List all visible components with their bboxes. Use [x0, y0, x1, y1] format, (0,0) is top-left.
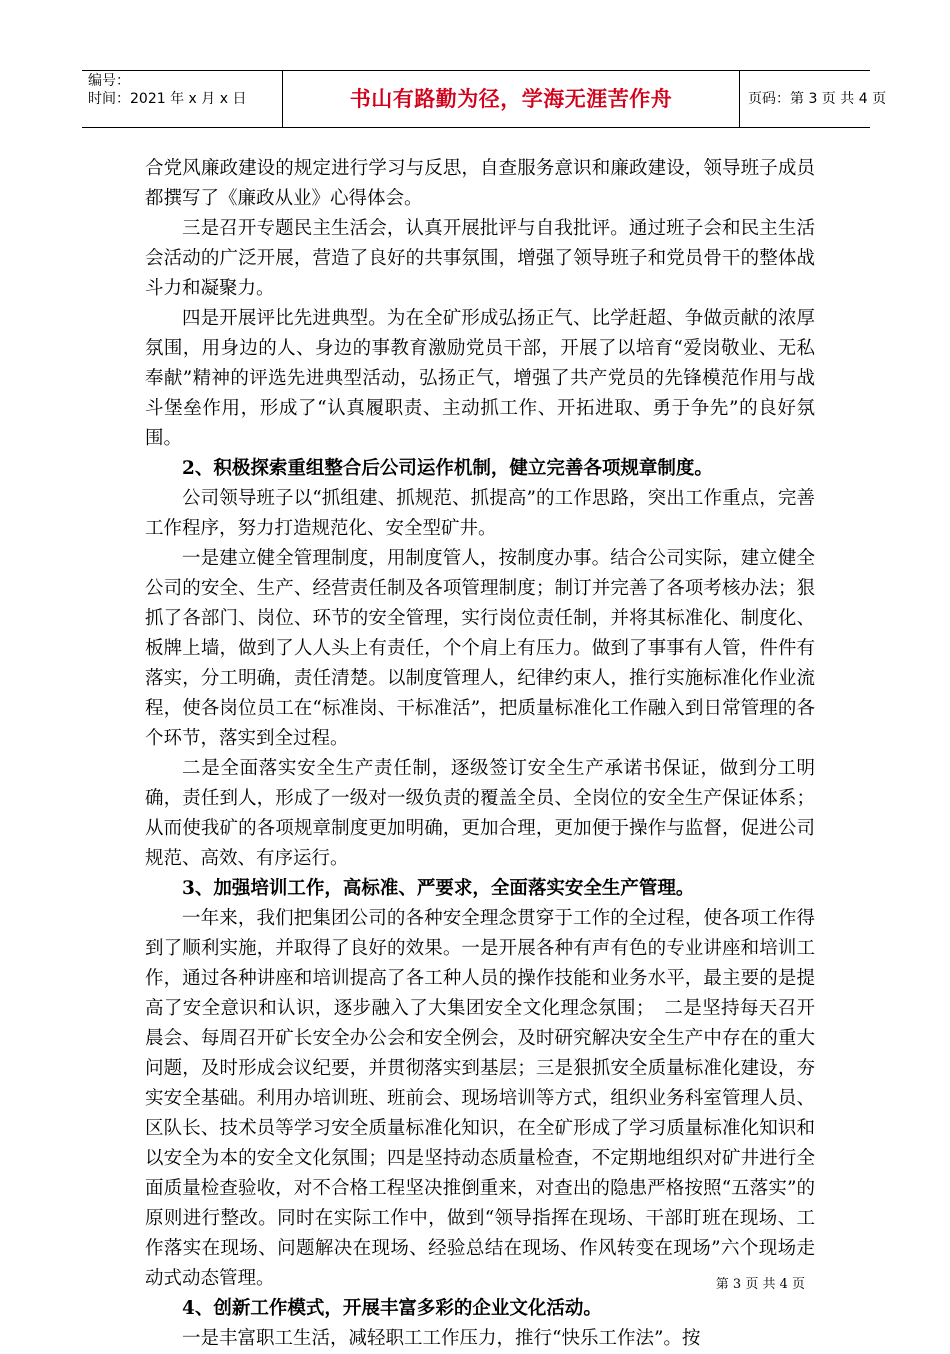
paragraph: 一是建立健全管理制度，用制度管人，按制度办事。结合公司实际，建立健全公司的安全、生产、经营责任制及各项管理制度；制订并完善了各项考核办法；狠抓了各部门、岗位、环节的安全管理，实行岗位责任制，并将其标准化、制度化、板牌上墙，做到了人人头上有责任，个个肩上有压力。做到了事事有人管，件件有落实，分工明确，责任清楚。以制度管理人，纪律约束人，推行实施标准化作业流程，使各岗位员工在“标准岗、干标准活”，把质量标准化工作融入到日常管理的各个环节，落实到全过程。	[145, 548, 815, 749]
document-body	[145, 154, 815, 1354]
paragraph: 二是全面落实安全生产责任制，逐级签订安全生产承诺书保证，做到分工明确，责任到人，形成了一级对一级负责的覆盖全员、全岗位的安全生产保证体系；从而使我矿的各项规章制度更加明确，更加合理，更加便于操作与监督，促进公司规范、高效、有序运行。	[145, 758, 815, 869]
page-footer: 第 3 页 共 4 页	[715, 1277, 805, 1292]
paragraph: 合党风廉政建设的规定进行学习与反思，自查服务意识和廉政建设，领导班子成员都撰写了《廉政从业》心得体会。	[145, 158, 815, 209]
page-header	[82, 70, 887, 128]
paragraph: 一年来，我们把集团公司的各种安全理念贯穿于工作的全过程，使各项工作得到了顺利实施，并取得了良好的效果。一是开展各种有声有色的专业讲座和培训工作，通过各种讲座和培训提高了各工种人员的操作技能和业务水平，最主要的是提高了安全意识和认识，逐步融入了大集团安全文化理念氛围； 二是坚持每天召开晨会、每周召开矿长安全办公会和安全例会，及时研究解决安全生产中存在的重大问题，及时形成会议纪要，并贯彻落实到基层；三是狠抓安全质量标准化建设，夯实安全基础。利用办培训班、班前会、现场培训等方式，组织业务科室管理人员、区队长、技术员等学习安全质量标准化知识，在全矿形成了学习质量标准化知识和以安全为本的安全文化氛围；四是坚持动态质量检查，不定期地组织对矿井进行全面质量检查验收，对不合格工程坚决推倒重来，对查出的隐患严格按照“五落实”的原则进行整改。同时在实际工作中，做到“领导指挥在现场、干部盯班在现场、工作落实在现场、问题解决在现场、经验总结在现场、作风转变在现场”六个现场走动式动态管理。	[145, 908, 815, 1289]
section-heading: 2、积极探索重组整合后公司运作机制，健立完善各项规章制度。	[182, 458, 713, 479]
paragraph: 一是丰富职工生活，减轻职工工作压力，推行“快乐工作法”。按	[182, 1328, 701, 1349]
paragraph: 三是召开专题民主生活会，认真开展批评与自我批评。通过班子会和民主生活会活动的广泛开展，营造了良好的共事氛围，增强了领导班子和党员骨干的整体战斗力和凝聚力。	[145, 218, 815, 299]
doc-time-label: 时间：2021 年 x 月 x 日	[88, 91, 247, 107]
header-motto: 书山有路勤为径，学海无涯苦作舟	[282, 71, 740, 127]
doc-number-label: 编号：	[88, 73, 130, 89]
header-page-number: 页码：第 3 页 共 4 页	[748, 91, 887, 107]
section-heading: 3、加强培训工作，高标准、严要求，全面落实安全生产管理。	[182, 878, 695, 899]
section-heading: 4、创新工作模式，开展丰富多彩的企业文化活动。	[182, 1298, 602, 1319]
paragraph: 四是开展评比先进典型。为在全矿形成弘扬正气、比学赶超、争做贡献的浓厚氛围，用身边的人、身边的事教育激励党员干部，开展了以培育“爱岗敬业、无私奉献”精神的评选先进典型活动，弘扬正气，增强了共产党员的先锋模范作用与战斗堡垒作用，形成了“认真履职责、主动抓工作、开拓进取、勇于争先”的良好氛围。	[145, 308, 815, 449]
paragraph: 公司领导班子以“抓组建、抓规范、抓提高”的工作思路，突出工作重点，完善工作程序，努力打造规范化、安全型矿井。	[145, 488, 815, 539]
header-meta	[82, 71, 282, 127]
